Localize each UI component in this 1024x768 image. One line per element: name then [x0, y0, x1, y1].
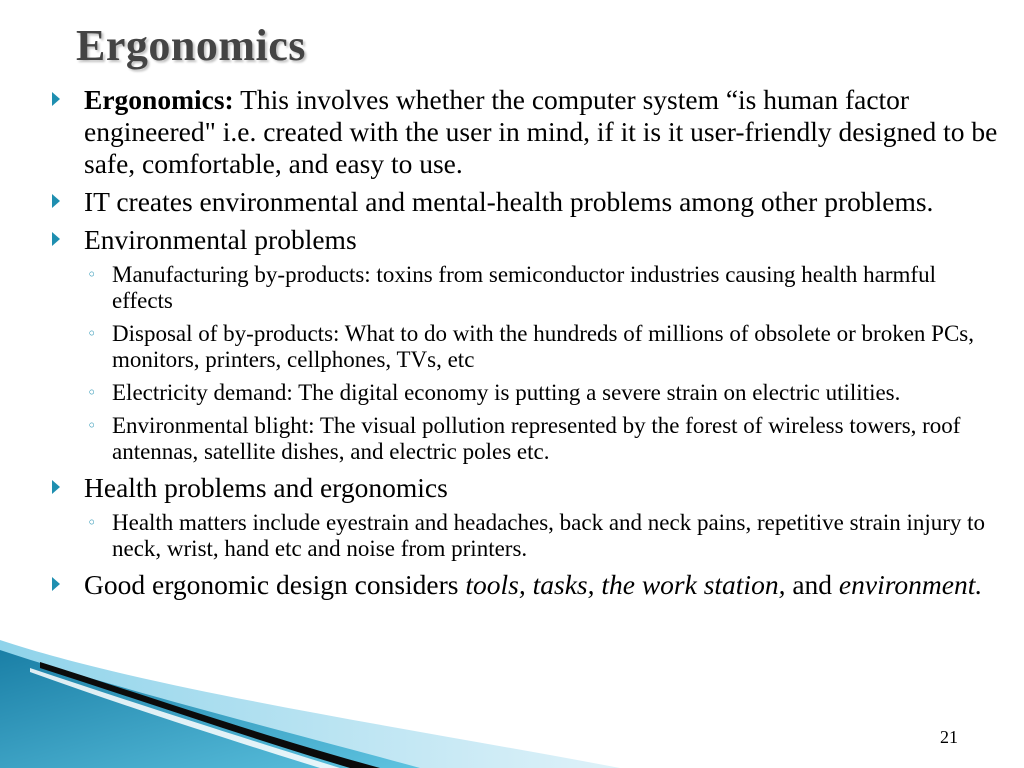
bullet-text: IT creates environmental and mental-health problems among other problems. — [84, 186, 934, 217]
bullet-environmental-problems — [50, 224, 1000, 256]
sub-bullet-blight — [87, 413, 1000, 465]
sub-bullet-text: Manufacturing by-products: toxins from semiconductor industries causing health harmful effects — [112, 262, 936, 313]
triangle-bullet-icon — [52, 92, 60, 106]
hollow-circle-bullet-icon: ◦ — [87, 265, 97, 284]
sub-bullet-text: Electricity demand: The digital economy is putting a severe strain on electric utilities. — [112, 380, 901, 405]
slide-title: Ergonomics — [76, 21, 306, 70]
sub-bullet-manufacturing — [87, 262, 1000, 314]
bullet-term: Ergonomics: — [84, 84, 234, 115]
triangle-bullet-icon — [52, 232, 60, 246]
page-number: 21 — [940, 727, 958, 747]
triangle-bullet-icon — [52, 577, 60, 591]
sub-bullet-text: Disposal of by-products: What to do with the hundreds of millions of obsolete or broken PCs, monitors, printers, cellphones, TVs, etc — [112, 321, 974, 372]
bullet-text: and — [785, 569, 839, 600]
sub-bullet-health-matters — [87, 510, 1000, 562]
sub-bullet-electricity — [87, 380, 1000, 406]
hollow-circle-bullet-icon: ◦ — [87, 416, 97, 435]
bullet-text: This involves whether the computer system “is human factor engineered" i.e. created with the user in mind, if it is it user-friendly designed to be safe, comfortable, and easy to use. — [84, 84, 998, 179]
hollow-circle-bullet-icon: ◦ — [87, 383, 97, 402]
triangle-bullet-icon — [52, 480, 60, 494]
bullet-text: Environmental problems — [84, 224, 357, 255]
sub-bullet-text: Health matters include eyestrain and headaches, back and neck pains, repetitive strain injury to neck, wrist, hand etc and noise from printers. — [112, 510, 986, 561]
bullet-good-design — [50, 569, 1000, 601]
bullet-health-problems — [50, 472, 1000, 504]
hollow-circle-bullet-icon: ◦ — [87, 324, 97, 343]
bullet-italic-text: tools, tasks, the work station, — [465, 569, 786, 600]
bullet-text: Good ergonomic design considers — [84, 569, 466, 600]
triangle-bullet-icon — [52, 194, 60, 208]
sub-bullet-text: Environmental blight: The visual pollution represented by the forest of wireless towers, roof antennas, satellite dishes, and electric poles etc. — [112, 413, 961, 464]
sub-bullet-disposal — [87, 321, 1000, 373]
hollow-circle-bullet-icon: ◦ — [87, 513, 97, 532]
bullet-list — [50, 84, 1000, 607]
bullet-italic-text: environment. — [838, 569, 983, 600]
bullet-text: Health problems and ergonomics — [84, 472, 448, 503]
bullet-ergonomics — [50, 84, 1000, 180]
bullet-it-problems — [50, 186, 1000, 218]
